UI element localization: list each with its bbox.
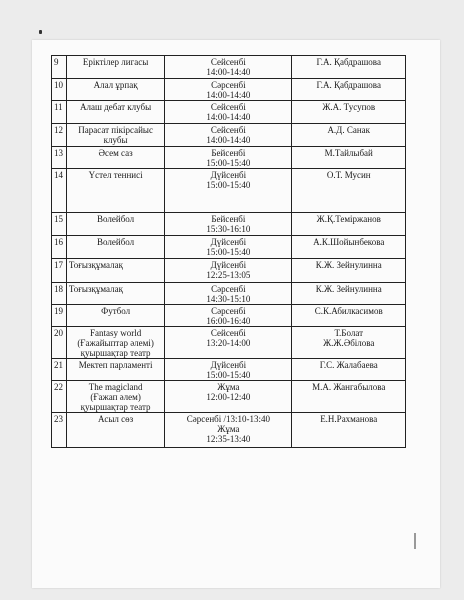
table-row	[52, 56, 406, 79]
row-number: 11	[52, 101, 67, 124]
page-edge-mark	[414, 533, 416, 549]
table-row	[52, 305, 406, 327]
row-number: 20	[52, 327, 67, 359]
row-number: 16	[52, 236, 67, 259]
table-row	[52, 359, 406, 381]
schedule-time: Дүйсенбі 12:25-13:05	[165, 259, 292, 283]
schedule-time: Сейсенбі 13:20-14:00	[165, 327, 292, 359]
schedule-time: Дүйсенбі 15:00-15:40	[165, 359, 292, 381]
teacher-name: Т.Болат Ж.Ж.Әбілова	[292, 327, 406, 359]
schedule-time: Сәрсенбі 14:00-14:40	[165, 79, 292, 101]
table-row	[52, 147, 406, 169]
schedule-time: Сәрсенбі /13:10-13:40 Жұма 12:35-13:40	[165, 413, 292, 448]
teacher-name: К.Ж. Зейнулинна	[292, 259, 406, 283]
activity-name: Футбол	[66, 305, 164, 327]
row-number: 9	[52, 56, 67, 79]
activity-name: Тоғызқұмалақ	[66, 259, 164, 283]
teacher-name: Е.Н.Рахманова	[292, 413, 406, 448]
teacher-name: К.Ж. Зейнулинна	[292, 283, 406, 305]
activity-name: Үстел теннисі	[66, 169, 164, 213]
row-number: 12	[52, 124, 67, 147]
table-row	[52, 413, 406, 448]
activity-name: Волейбол	[66, 236, 164, 259]
teacher-name: А.Д. Санак	[292, 124, 406, 147]
activity-name: Fantasy world (Ғажайыптар әлемі) қуыршақтар театр	[66, 327, 164, 359]
teacher-name: Г.А. Қабдрашова	[292, 79, 406, 101]
scan-speck	[39, 30, 42, 34]
activity-name: Асыл сөз	[66, 413, 164, 448]
teacher-name: О.Т. Мусин	[292, 169, 406, 213]
table-row	[52, 169, 406, 213]
table-row	[52, 381, 406, 413]
activity-name: Волейбол	[66, 213, 164, 236]
activity-name: Алаш дебат клубы	[66, 101, 164, 124]
table-row	[52, 283, 406, 305]
activity-name: Алал ұрпақ	[66, 79, 164, 101]
schedule-time: Дүйсенбі 15:00-15:40	[165, 236, 292, 259]
row-number: 21	[52, 359, 67, 381]
table-row	[52, 101, 406, 124]
schedule-time: Сәрсенбі 14:30-15:10	[165, 283, 292, 305]
teacher-name: С.К.Абилкасимов	[292, 305, 406, 327]
activity-name: The magicland (Ғажап әлем) қуыршақтар театр	[66, 381, 164, 413]
schedule-time: Сейсенбі 14:00-14:40	[165, 56, 292, 79]
schedule-time: Бейсенбі 15:30-16:10	[165, 213, 292, 236]
row-number: 23	[52, 413, 67, 448]
teacher-name: М.Тайлыбай	[292, 147, 406, 169]
teacher-name: Ж.А. Тусупов	[292, 101, 406, 124]
row-number: 17	[52, 259, 67, 283]
table-row	[52, 259, 406, 283]
table-row	[52, 236, 406, 259]
schedule-time: Сейсенбі 14:00-14:40	[165, 101, 292, 124]
row-number: 15	[52, 213, 67, 236]
table-row	[52, 124, 406, 147]
teacher-name: Ж.Қ.Теміржанов	[292, 213, 406, 236]
schedule-time: Сәрсенбі 16:00-16:40	[165, 305, 292, 327]
activity-name: Әсем саз	[66, 147, 164, 169]
row-number: 13	[52, 147, 67, 169]
schedule-time: Дүйсенбі 15:00-15:40	[165, 169, 292, 213]
teacher-name: Г.С. Жалабаева	[292, 359, 406, 381]
row-number: 10	[52, 79, 67, 101]
teacher-name: Г.А. Қабдрашова	[292, 56, 406, 79]
table-row	[52, 79, 406, 101]
table-row	[52, 327, 406, 359]
activity-name: Тоғызқұмалақ	[66, 283, 164, 305]
schedule-time: Сейсенбі 14:00-14:40	[165, 124, 292, 147]
row-number: 19	[52, 305, 67, 327]
schedule-time: Бейсенбі 15:00-15:40	[165, 147, 292, 169]
teacher-name: А.К.Шойынбекова	[292, 236, 406, 259]
table-row	[52, 213, 406, 236]
activity-name: Мектеп парламенті	[66, 359, 164, 381]
row-number: 22	[52, 381, 67, 413]
schedule-table	[51, 55, 406, 448]
activity-name: Еріктілер лигасы	[66, 56, 164, 79]
row-number: 18	[52, 283, 67, 305]
teacher-name: М.А. Жангабылова	[292, 381, 406, 413]
activity-name: Парасат пікірсайыс клубы	[66, 124, 164, 147]
row-number: 14	[52, 169, 67, 213]
schedule-time: Жұма 12:00-12:40	[165, 381, 292, 413]
